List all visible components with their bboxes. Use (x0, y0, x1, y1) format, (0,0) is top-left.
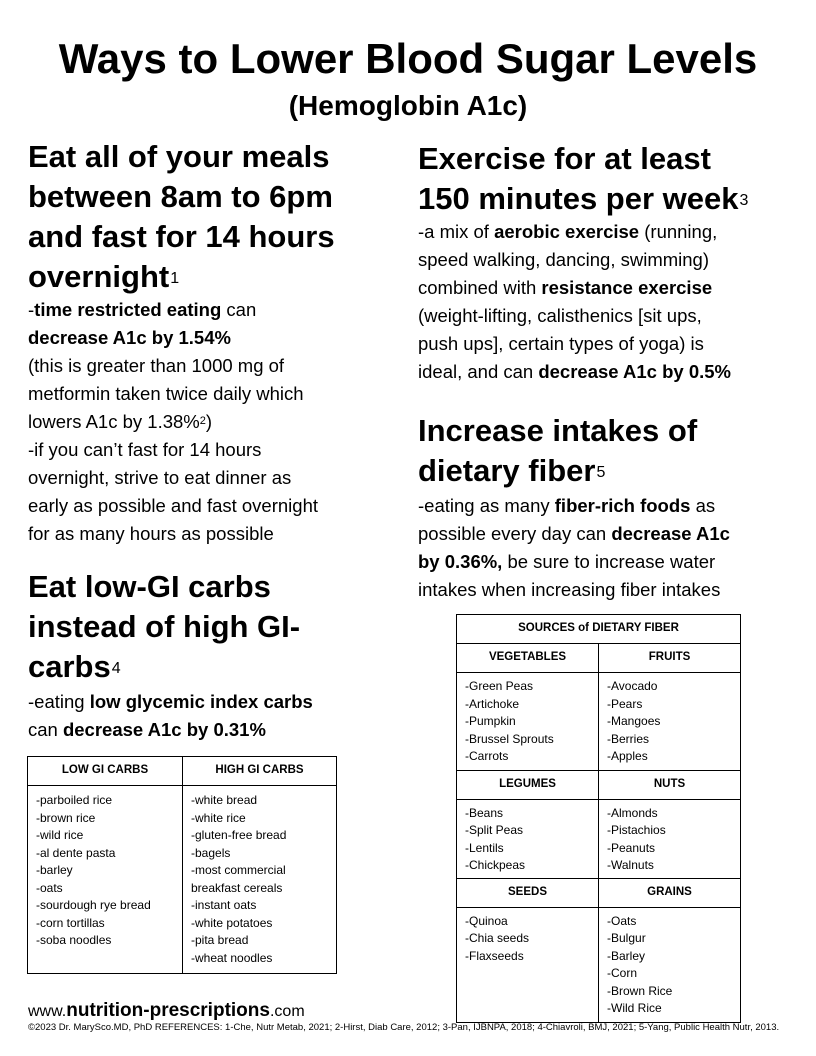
page-title: Ways to Lower Blood Sugar Levels (58, 35, 758, 82)
list-item: -Almonds (607, 805, 658, 820)
url-domain: nutrition-prescriptions (66, 1000, 270, 1021)
heading-line: between 8am to 6pm (28, 179, 333, 214)
heading-line: dietary fiber (418, 453, 596, 488)
heading-line: Eat low-GI carbs (28, 569, 271, 604)
emphasis: fiber-rich foods (554, 495, 691, 516)
url-suffix: .com (269, 1003, 305, 1020)
list-item: -Avocado (607, 679, 658, 693)
emphasis: decrease A1c (611, 523, 730, 544)
text: -eating as many (418, 495, 555, 516)
section-meal-timing-body (28, 296, 398, 548)
list-item: -parboiled rice (36, 793, 113, 807)
text: speed walking, dancing, swimming) (418, 249, 709, 270)
text: -if you can’t fast for 14 hours (28, 439, 262, 460)
list-item: -Carrots (465, 749, 509, 763)
list-item: -Brown Rice (607, 983, 673, 998)
section-exercise-body (418, 218, 803, 386)
text: can (28, 719, 63, 740)
list-item: -Green Peas (465, 679, 534, 693)
heading-line: overnight (28, 259, 170, 294)
fiber-sources-table (456, 614, 741, 1023)
text: intakes when increasing fiber intakes (418, 579, 721, 600)
heading-line: instead of high GI- (28, 609, 301, 644)
table-header-nuts: NUTS (599, 770, 741, 799)
list-item: -Wild Rice (607, 1001, 662, 1015)
text: ideal, and can (418, 361, 539, 382)
text: can (221, 299, 257, 320)
emphasis: decrease A1c by 0.31% (62, 719, 266, 740)
text: metformin taken twice daily which (28, 383, 304, 404)
list-item: -Chia seeds (465, 931, 530, 945)
heading-line: Eat all of your meals (28, 139, 330, 174)
grains-list (599, 907, 741, 1022)
list-item: -instant oats (191, 898, 257, 912)
references-footnote: ©2023 Dr. MarySco.MD, PhD REFERENCES: 1-Che, Nutr Metab, 2021; 2-Hirst, Diab Care, 2012; 3-Pan, IJBNPA, 2018; 4-Chiavroli, BMJ, 2021; 5-Yang, Public Health Nutr, 2013. (28, 1022, 780, 1033)
section-low-gi-body (28, 688, 398, 744)
text: - (28, 299, 35, 320)
text: possible every day can (418, 523, 612, 544)
list-item: -Pumpkin (465, 714, 516, 728)
page-subtitle: (Hemoglobin A1c) (288, 90, 528, 121)
emphasis: by 0.36%, (418, 551, 503, 572)
fruits-list (599, 673, 741, 771)
table-header-low-gi: LOW GI CARBS (28, 757, 183, 786)
list-item: -al dente pasta (36, 845, 116, 860)
text: (weight-lifting, calisthenics [sit ups, (418, 305, 702, 326)
section-fiber-body (418, 492, 803, 604)
gi-carbs-table (27, 756, 337, 974)
table-header-high-gi: HIGH GI CARBS (183, 757, 337, 786)
list-item: -bagels (191, 845, 231, 860)
list-item: -Mangoes (607, 714, 661, 728)
text: overnight, strive to eat dinner as (28, 467, 292, 488)
section-low-gi-heading (28, 567, 398, 687)
list-item: -Flaxseeds (465, 948, 524, 963)
list-item: -brown rice (36, 810, 96, 825)
list-item: -Brussel Sprouts (465, 731, 554, 746)
table-header-fruits: FRUITS (599, 644, 741, 673)
heading-line: Exercise for at least (418, 141, 711, 176)
website-url[interactable] (28, 1001, 305, 1022)
list-item: -wheat noodles (191, 950, 273, 965)
section-meal-timing-heading (28, 137, 398, 297)
list-item: -Quinoa (465, 913, 508, 928)
seeds-list (457, 907, 599, 1022)
text: early as possible and fast overnight (28, 495, 319, 516)
vegetables-list (457, 673, 599, 771)
text: be sure to increase water (502, 551, 716, 572)
emphasis: resistance exercise (541, 277, 713, 298)
list-item: -Apples (607, 749, 648, 763)
reference-marker: 4 (111, 660, 121, 677)
text: lowers A1c by 1.38% (28, 411, 200, 432)
low-gi-list (28, 786, 183, 974)
section-fiber-heading (418, 411, 798, 491)
table-title: SOURCES of DIETARY FIBER (457, 615, 741, 644)
heading-line: and fast for 14 hours (28, 219, 335, 254)
emphasis: low glycemic index carbs (89, 691, 313, 712)
emphasis: decrease A1c by 1.54% (28, 327, 231, 348)
reference-marker: 5 (596, 464, 606, 481)
text: for as many hours as possible (28, 523, 274, 544)
reference-marker: 2 (199, 415, 206, 427)
table-header-seeds: SEEDS (457, 878, 599, 907)
list-item: -wild rice (36, 828, 84, 842)
text: ) (205, 411, 213, 432)
list-item: -Berries (607, 731, 650, 746)
list-item: -Chickpeas (465, 858, 526, 872)
url-prefix: www. (28, 1003, 67, 1020)
list-item: -Artichoke (465, 696, 520, 711)
text: push ups], certain types of yoga) is (418, 333, 704, 354)
list-item: -white potatoes (191, 915, 273, 930)
list-item: -Corn (607, 966, 638, 980)
nuts-list (599, 799, 741, 878)
table-header-vegetables: VEGETABLES (457, 644, 599, 673)
text: -a mix of (418, 221, 495, 242)
list-item: -Pears (607, 696, 643, 711)
list-item: -Peanuts (607, 840, 656, 855)
text: as (690, 495, 716, 516)
heading-line: 150 minutes per week (418, 181, 739, 216)
table-header-grains: GRAINS (599, 878, 741, 907)
text: (running, (639, 221, 718, 242)
list-item: -white rice (191, 810, 246, 825)
list-item: -Walnuts (607, 858, 654, 872)
list-item: -sourdough rye bread (36, 898, 151, 912)
list-item: -Pistachios (607, 823, 666, 837)
list-item: -Barley (607, 948, 646, 963)
table-header-legumes: LEGUMES (457, 770, 599, 799)
reference-marker: 1 (170, 270, 180, 287)
legumes-list (457, 799, 599, 878)
high-gi-list (183, 786, 337, 974)
list-item: -barley (36, 863, 73, 877)
list-item: -Bulgur (607, 931, 646, 945)
emphasis: aerobic exercise (494, 221, 640, 242)
list-item: -Beans (465, 805, 504, 820)
list-item: -Lentils (465, 840, 504, 855)
list-item: -corn tortillas (36, 915, 105, 930)
list-item: -soba noodles (36, 933, 112, 947)
reference-marker: 3 (739, 192, 749, 209)
text: combined with (418, 277, 542, 298)
emphasis: decrease A1c by 0.5% (538, 361, 732, 382)
list-item: -white bread (191, 793, 258, 807)
section-exercise-heading (418, 139, 798, 219)
emphasis: time restricted eating (34, 299, 222, 320)
list-item: -oats (36, 880, 63, 895)
list-item: -most commercial (191, 863, 286, 877)
heading-line: Increase intakes of (418, 413, 698, 448)
text: -eating (28, 691, 90, 712)
list-item: breakfast cereals (191, 880, 283, 895)
list-item: -gluten-free bread (191, 828, 287, 842)
heading-line: carbs (28, 649, 111, 684)
list-item: -pita bread (191, 933, 249, 947)
list-item: -Oats (607, 913, 637, 928)
list-item: -Split Peas (465, 823, 524, 837)
text: (this is greater than 1000 mg of (28, 355, 285, 376)
